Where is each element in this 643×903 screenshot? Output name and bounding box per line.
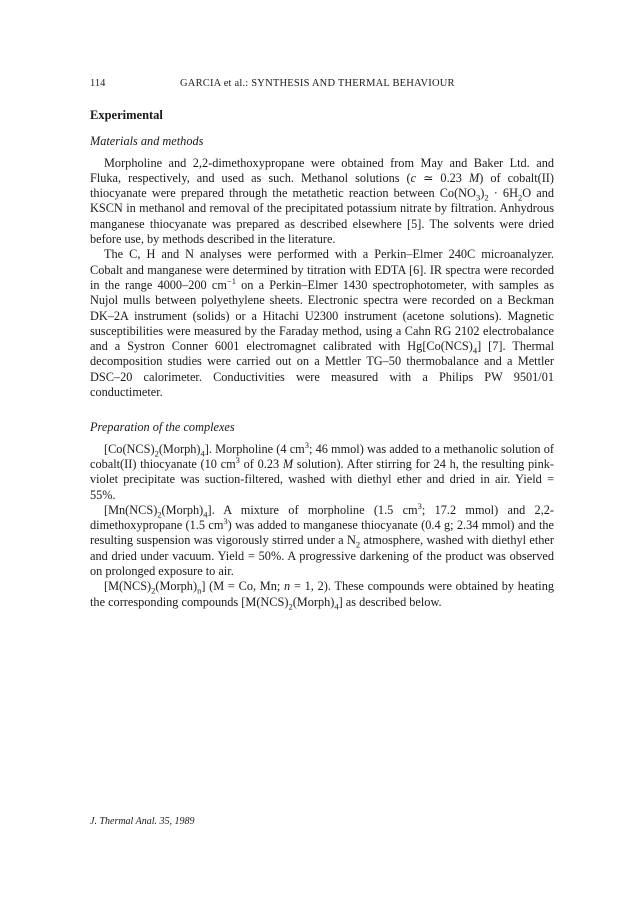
page-number: 114	[90, 78, 106, 89]
subsection-heading-preparation: Preparation of the complexes	[90, 420, 235, 435]
paragraph-preparation-co: $[Co(NCS)_2(Morph)_4]$. Morpholine (4 $cm^3$; 46 mmol) was added to a methanolic solution of cobalt(II) thiocyanate (10 $cm^3$ of 0.23 M solution). After stirring for 24 h, the resulting pink-violet precipitate was suction-filtered, washed with diethyl ether and dried in air. Yield = 55%.	[90, 439, 554, 502]
running-title: GARCIA et al.: SYNTHESIS AND THERMAL BEHAVIOUR	[180, 78, 455, 89]
journal-footer: J. Thermal Anal. 35, 1989	[90, 816, 195, 827]
article-body	[90, 108, 554, 610]
subsection-heading-materials: Materials and methods	[90, 134, 204, 149]
paragraph-preparation-general: $[M(NCS)_2(Morph)_n] (M = Co$, Mn; n = 1, 2). These compounds were obtained by heating the corresponding compounds $[M(NCS)_2(Morph)_4]$ as described below.	[90, 579, 554, 612]
section-title: Experimental	[90, 108, 163, 122]
paragraph-preparation-mn: $[Mn(NCS)_2(Morph)_4]$. A mixture of morpholine (1.5 $cm^3$; 17.2 mmol) and 2,2-dimethoxypropane (1.5 $cm^3$) was added to manganese thiocyanate (0.4 g; 2.34 mmol) and the resulting suspension was vigorously stirred under a $N_2$ atmosphere, washed with diethyl ether and dried under vacuum. Yield = 50%. A progressive darkening of the product was observed on prolonged exposure to air.	[90, 500, 555, 579]
paragraph-materials-1: Morpholine and 2,2-dimethoxypropane were obtained from May and Baker Ltd. and Fluka, respectively, and used as such. Methanol solutions (c ≃ 0.23 M) of cobalt(II) thiocyanate were prepared through the metathetic reaction between $Co(NO_3)_2 \cdot 6H_2O$ and KSCN in methanol and removal of the precipitated potassium nitrate by filtration. Anhydrous manganese thiocyanate was prepared as described elsewhere [5]. The solvents were dried before use, by methods described in the literature.	[90, 155, 555, 247]
paragraph-materials-2: The C, H and N analyses were performed with a Perkin–Elmer 240C microanalyzer. Cobalt and manganese were determined by titration with EDTA [6]. IR spectra were recorded in the range 4000–200 $cm^{-1}$ on a Perkin–Elmer 1430 spectrophotometer, with samples as Nujol mulls between polyethylene sheets. Electronic spectra were recorded on a Beckman DK–2A instrument (solids) or a Hitachi U2300 instrument (acetone solutions). Magnetic susceptibilities were measured by the Faraday method, using a Cahn RG 2102 electrobalance and a Systron Conner 6001 electromagnet calibrated with $Hg[Co(NCS)_4]$ [7]. Thermal decomposition studies were carried out on a Mettler TG–50 thermobalance and a Mettler DSC–20 calorimeter. Conductivities were measured with a Philips PW 9501/01 conductimeter.	[90, 247, 555, 400]
